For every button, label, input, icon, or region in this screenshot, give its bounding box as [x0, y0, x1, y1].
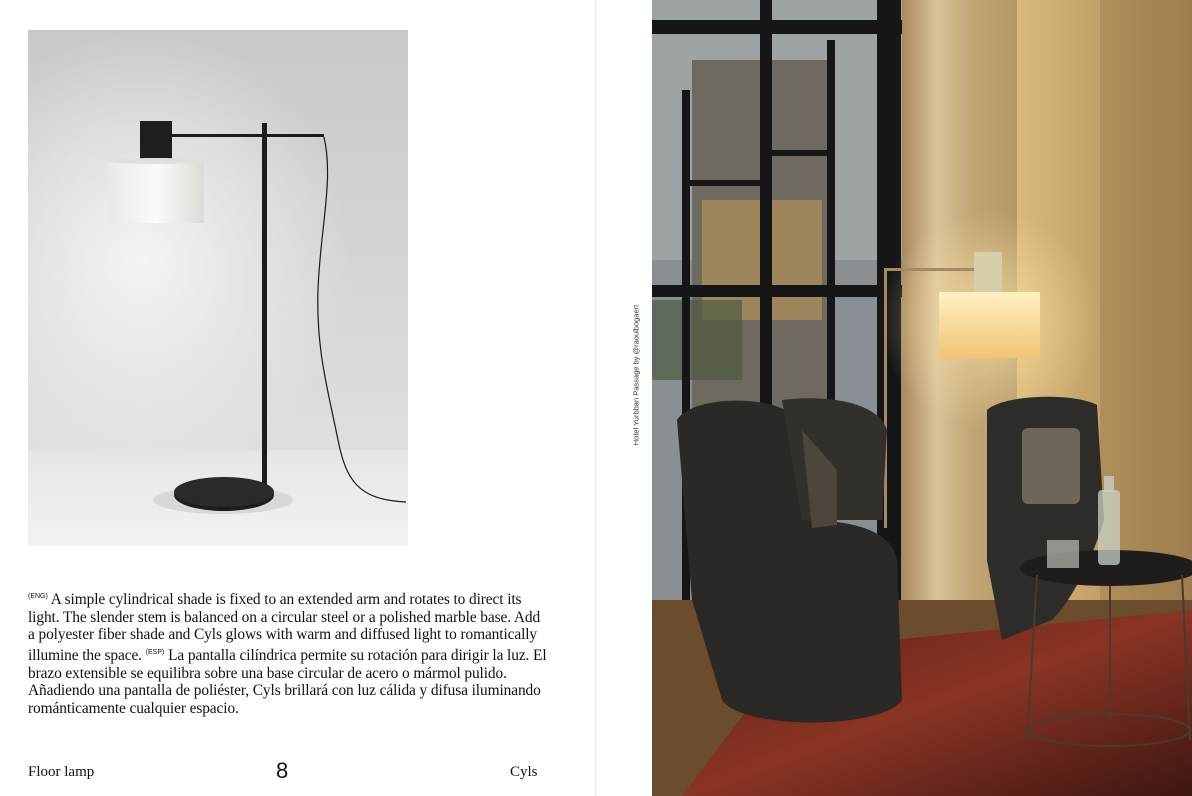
footer-product-name: Cyls [510, 764, 538, 780]
product-description [28, 588, 548, 717]
lang-tag-eng: (ENG) [28, 593, 48, 600]
footer-category: Floor lamp [28, 764, 95, 780]
interior-photo-hotel-lounge [652, 0, 1192, 796]
page-number: 8 [276, 758, 289, 783]
description-spanish: La pantalla cilíndrica permite su rotación para dirigir la luz. El brazo extensible se equilibra sobre una base circular de acero o mármol pulido. Añadiendo una pantalla de poliéster, Cyls brillará con luz cálida y difusa iluminando románticamente cualquier espacio. [28, 647, 547, 717]
description-english: A simple cylindrical shade is fixed to an extended arm and rotates to direct its light. The slender stem is balanced on a circular steel or a polished marble base. Add a polyester fiber shade and Cyls glows with warm and diffused light to romantically illumine the space. [28, 591, 541, 665]
photo-credit: Hotel Yurbban Passage by @raoulbogaert [631, 304, 641, 446]
lang-tag-esp: (ESP) [145, 648, 165, 656]
product-photo-floor-lamp [28, 30, 408, 546]
